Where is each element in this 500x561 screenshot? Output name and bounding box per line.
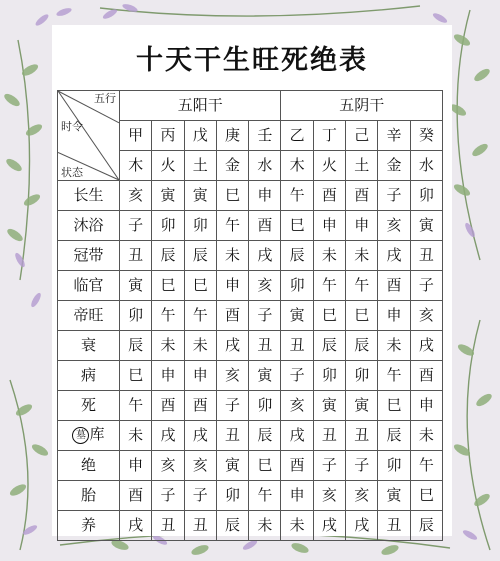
- table-cell: 寅: [410, 211, 442, 241]
- table-cell: 丑: [410, 241, 442, 271]
- corner-label-middle: 时令: [61, 120, 83, 133]
- table-cell: 午: [184, 301, 216, 331]
- table-cell: 子: [120, 211, 152, 241]
- table-cell: 巳: [346, 301, 378, 331]
- table-cell: 申: [410, 391, 442, 421]
- stem-cell: 戊: [184, 121, 216, 151]
- table-cell: 酉: [378, 271, 410, 301]
- element-cell: 水: [410, 151, 442, 181]
- table-cell: 卯: [249, 391, 281, 421]
- table-cell: 巳: [216, 181, 248, 211]
- table-cell: 子: [346, 451, 378, 481]
- row-label-text: 病: [80, 366, 96, 384]
- row-label-prefix: 墓: [72, 427, 89, 444]
- table-cell: 申: [152, 361, 184, 391]
- row-label: [58, 181, 120, 211]
- table-row: [58, 511, 443, 541]
- table-cell: 申: [249, 181, 281, 211]
- table-cell: 亥: [313, 481, 345, 511]
- table-cell: 巳: [249, 451, 281, 481]
- group-yang-header: 五阳干: [120, 91, 281, 121]
- row-label: [58, 241, 120, 271]
- element-cell: 木: [120, 151, 152, 181]
- stem-cell: 辛: [378, 121, 410, 151]
- table-cell: 戌: [216, 331, 248, 361]
- table-cell: 酉: [184, 391, 216, 421]
- table-cell: 丑: [249, 331, 281, 361]
- row-label-text: 沐浴: [73, 216, 104, 234]
- table-cell: 辰: [410, 511, 442, 541]
- table-cell: 亥: [281, 391, 313, 421]
- table-cell: 子: [313, 451, 345, 481]
- table-cell: 子: [216, 391, 248, 421]
- table-cell: 申: [346, 211, 378, 241]
- table-cell: 子: [378, 181, 410, 211]
- table-cell: 丑: [184, 511, 216, 541]
- table-cell: 未: [249, 511, 281, 541]
- table-cell: 辰: [120, 331, 152, 361]
- table-cell: 辰: [152, 241, 184, 271]
- table-cell: 申: [184, 361, 216, 391]
- row-label-text: 死: [80, 396, 96, 414]
- table-cell: 寅: [216, 451, 248, 481]
- table-cell: 丑: [346, 421, 378, 451]
- stem-cell: 己: [346, 121, 378, 151]
- table-cell: 申: [120, 451, 152, 481]
- table-cell: 亥: [378, 211, 410, 241]
- table-cell: 戌: [378, 241, 410, 271]
- table-cell: 巳: [152, 271, 184, 301]
- table-cell: 午: [152, 301, 184, 331]
- table-cell: 戌: [249, 241, 281, 271]
- table-cell: 酉: [410, 361, 442, 391]
- table-cell: 巳: [313, 301, 345, 331]
- row-label: [58, 211, 120, 241]
- table-cell: 酉: [313, 181, 345, 211]
- table-cell: 亥: [410, 301, 442, 331]
- row-label: [58, 271, 120, 301]
- table-cell: 戌: [313, 511, 345, 541]
- table-cell: 午: [378, 361, 410, 391]
- table-cell: 丑: [120, 241, 152, 271]
- stems-table: [57, 90, 443, 541]
- table-cell: 戌: [281, 421, 313, 451]
- row-label: [58, 391, 120, 421]
- table-cell: 寅: [120, 271, 152, 301]
- stem-cell: 丙: [152, 121, 184, 151]
- row-label-text: 库: [89, 425, 105, 443]
- table-cell: 戌: [184, 421, 216, 451]
- table-cell: 亥: [152, 451, 184, 481]
- table-cell: 申: [313, 211, 345, 241]
- table-cell: 子: [410, 271, 442, 301]
- table-cell: 酉: [249, 211, 281, 241]
- table-cell: 丑: [313, 421, 345, 451]
- element-cell: 水: [249, 151, 281, 181]
- table-cell: 丑: [152, 511, 184, 541]
- row-label-text: 冠带: [73, 246, 104, 264]
- table-cell: 辰: [216, 511, 248, 541]
- corner-label-top: 五行: [94, 92, 116, 105]
- table-cell: 亥: [249, 271, 281, 301]
- corner-cell: [58, 91, 120, 181]
- table-cell: 亥: [346, 481, 378, 511]
- element-cell: 火: [313, 151, 345, 181]
- page-title: 十天干生旺死绝表: [136, 45, 368, 76]
- table-cell: 亥: [120, 181, 152, 211]
- row-label-text: 临官: [73, 276, 104, 294]
- table-cell: 寅: [313, 391, 345, 421]
- table-cell: 未: [216, 241, 248, 271]
- table-cell: 辰: [378, 421, 410, 451]
- table-row: [58, 181, 443, 211]
- row-label: [58, 331, 120, 361]
- table-cell: 午: [249, 481, 281, 511]
- table-cell: 未: [120, 421, 152, 451]
- table-cell: 申: [216, 271, 248, 301]
- table-cell: 辰: [313, 331, 345, 361]
- table-cell: 未: [152, 331, 184, 361]
- stem-cell: 壬: [249, 121, 281, 151]
- table-cell: 戌: [410, 331, 442, 361]
- table-cell: 午: [346, 271, 378, 301]
- table-cell: 巳: [120, 361, 152, 391]
- row-label-text: 长生: [73, 186, 104, 204]
- table-cell: 卯: [184, 211, 216, 241]
- row-label: [58, 361, 120, 391]
- table-cell: 巳: [184, 271, 216, 301]
- table-cell: 未: [184, 331, 216, 361]
- table-cell: 申: [281, 481, 313, 511]
- table-cell: 卯: [346, 361, 378, 391]
- table-cell: 酉: [152, 391, 184, 421]
- element-cell: 金: [216, 151, 248, 181]
- table-cell: 酉: [216, 301, 248, 331]
- element-cell: 金: [378, 151, 410, 181]
- table-row: [58, 301, 443, 331]
- table-cell: 午: [313, 271, 345, 301]
- table-cell: 辰: [281, 241, 313, 271]
- table-row: [58, 451, 443, 481]
- table-cell: 辰: [184, 241, 216, 271]
- table-cell: 午: [216, 211, 248, 241]
- table-cell: 寅: [152, 181, 184, 211]
- table-row: [58, 241, 443, 271]
- table-cell: 寅: [378, 481, 410, 511]
- row-label-text: 养: [80, 516, 96, 534]
- row-label: [58, 511, 120, 541]
- table-cell: 亥: [216, 361, 248, 391]
- table-cell: 寅: [184, 181, 216, 211]
- row-label-text: 绝: [80, 456, 96, 474]
- table-cell: 丑: [378, 511, 410, 541]
- table-cell: 申: [378, 301, 410, 331]
- corner-label-bottom: 状态: [61, 166, 83, 179]
- row-label-text: 帝旺: [73, 306, 104, 324]
- table-cell: 酉: [120, 481, 152, 511]
- table-cell: 未: [410, 421, 442, 451]
- row-label: [58, 421, 120, 451]
- stem-cell: 癸: [410, 121, 442, 151]
- stem-cell: 庚: [216, 121, 248, 151]
- table-cell: 子: [152, 481, 184, 511]
- table-cell: 卯: [216, 481, 248, 511]
- table-cell: 未: [313, 241, 345, 271]
- table-cell: 丑: [216, 421, 248, 451]
- table-cell: 未: [378, 331, 410, 361]
- table-cell: 酉: [281, 451, 313, 481]
- table-cell: 巳: [281, 211, 313, 241]
- element-cell: 土: [184, 151, 216, 181]
- element-cell: 木: [281, 151, 313, 181]
- row-label: [58, 451, 120, 481]
- table-row: [58, 361, 443, 391]
- table-cell: 卯: [410, 181, 442, 211]
- table-cell: 未: [346, 241, 378, 271]
- table-row: [58, 271, 443, 301]
- row-label-text: 衰: [80, 336, 96, 354]
- stem-cell: 甲: [120, 121, 152, 151]
- table-row: [58, 331, 443, 361]
- header-group-row: [58, 91, 443, 121]
- row-label: [58, 481, 120, 511]
- table-cell: 巳: [410, 481, 442, 511]
- table-cell: 巳: [378, 391, 410, 421]
- table-cell: 戌: [346, 511, 378, 541]
- table-cell: 午: [281, 181, 313, 211]
- table-row: [58, 211, 443, 241]
- table-row: [58, 391, 443, 421]
- table-row: [58, 481, 443, 511]
- element-cell: 土: [346, 151, 378, 181]
- element-cell: 火: [152, 151, 184, 181]
- table-cell: 卯: [313, 361, 345, 391]
- table-cell: 戌: [152, 421, 184, 451]
- table-cell: 卯: [120, 301, 152, 331]
- table-cell: 辰: [249, 421, 281, 451]
- table-cell: 卯: [152, 211, 184, 241]
- table-cell: 卯: [281, 271, 313, 301]
- stem-cell: 丁: [313, 121, 345, 151]
- row-label-text: 胎: [80, 486, 96, 504]
- table-cell: 午: [410, 451, 442, 481]
- table-cell: 未: [281, 511, 313, 541]
- table-cell: 辰: [346, 331, 378, 361]
- table-cell: 丑: [281, 331, 313, 361]
- row-label: [58, 301, 120, 331]
- table-row: [58, 421, 443, 451]
- group-yin-header: 五阴干: [281, 91, 443, 121]
- table-cell: 午: [120, 391, 152, 421]
- table-cell: 寅: [249, 361, 281, 391]
- table-cell: 酉: [346, 181, 378, 211]
- table-cell: 子: [281, 361, 313, 391]
- table-cell: 卯: [378, 451, 410, 481]
- table-cell: 寅: [346, 391, 378, 421]
- table-cell: 亥: [184, 451, 216, 481]
- table-cell: 子: [249, 301, 281, 331]
- stem-cell: 乙: [281, 121, 313, 151]
- table-cell: 寅: [281, 301, 313, 331]
- table-cell: 戌: [120, 511, 152, 541]
- table-cell: 子: [184, 481, 216, 511]
